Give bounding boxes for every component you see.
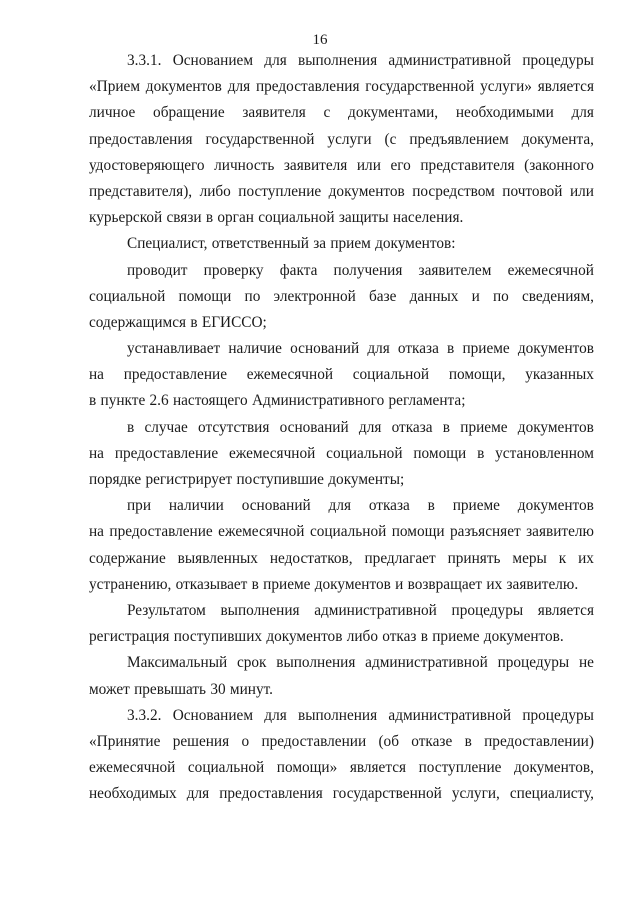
word: в [127,418,135,436]
word: принять [447,549,501,567]
word: выполнения [220,601,300,619]
word: документы; [328,471,405,488]
paragraph [89,48,594,231]
word: о [241,732,250,750]
word: ежемесячной [507,261,594,279]
word: с [323,104,331,122]
word: документов. [483,628,564,646]
word: пункте [100,392,146,410]
word: для [186,785,210,803]
word: отказа [391,418,433,436]
word: либо [199,182,231,200]
text-line [89,677,594,703]
word: в [464,732,472,750]
word: в [420,628,428,646]
word: или [569,182,594,200]
word: для [358,418,382,436]
word: обращение [153,104,225,122]
word: приеме [452,497,500,515]
word: услуги, [451,785,500,803]
word: их [578,549,594,567]
paragraph [89,258,594,337]
document-body [89,48,594,807]
word: административной [388,52,512,69]
text-line [89,284,594,310]
word: предоставление [123,366,227,384]
word: для [571,104,594,122]
word: документов [145,78,222,96]
word: оснований [241,497,311,515]
word: при [127,497,152,515]
word: выполнения [276,654,356,672]
text-line [89,598,594,624]
word: возвращает [407,575,483,593]
word: минут. [229,680,273,698]
word: приеме [460,418,508,436]
word: процедуры [522,52,594,69]
word: для [328,497,351,515]
text-line [89,519,594,545]
word: ежемесячной [246,366,334,384]
word: социальной [309,523,387,541]
word: поступление [418,759,502,777]
word: получения [333,261,403,279]
word: заявителю [526,523,594,541]
word: 3.3.1. [127,52,162,69]
word: личность [214,156,275,174]
word: устанавливает [127,340,221,358]
word: процедуры [522,706,594,724]
word: курьерской [89,209,163,227]
word: поступление [238,182,322,200]
word: административной [365,654,488,672]
word: орган [217,209,254,227]
word: социальной [258,209,335,227]
word: поступившие [236,471,324,488]
word: отказывает [175,575,248,593]
text-line [89,755,594,781]
word: помощи [178,287,232,305]
word: процедуры [451,601,524,619]
word: документов, [514,759,594,777]
word: необходимыми [455,104,554,122]
word: предоставления [89,130,193,148]
word: специалисту, [509,785,594,803]
text-line [89,153,594,179]
text-line [89,74,594,100]
word: документов [266,628,343,646]
text-line [89,729,594,755]
word: срок [236,654,267,672]
text-line [89,650,594,676]
word: в [477,444,485,462]
text-line [89,258,594,284]
word: в [89,392,97,410]
word: предоставления [219,785,323,803]
word: государственной [205,130,315,148]
word: выполнения [298,706,378,724]
word: решения [172,732,230,750]
paragraph [89,336,594,415]
word: в [205,209,214,227]
word: предоставление [114,444,219,462]
word: ежемесячной [218,523,305,541]
word: документов [328,182,405,200]
word: на [89,523,104,541]
text-line [89,415,594,441]
word: в [447,340,455,358]
text-line [89,546,594,572]
text-line [89,572,594,598]
text-line [89,388,594,414]
word: недостатков, [269,549,353,567]
text-line [89,336,594,362]
word: проводит [127,261,188,279]
text-line [89,493,594,519]
paragraph [89,650,594,702]
word: оснований [279,418,349,436]
word: в [427,497,435,515]
text-line [89,310,594,336]
word: на [89,366,104,384]
word: выявленных [177,549,258,567]
word: представителя [420,156,515,174]
paragraph [89,598,594,650]
word: социальной [352,366,430,384]
word: в [442,418,451,436]
word: населения. [392,209,464,227]
text-line [89,205,594,231]
text-line [89,362,594,388]
word: факта [279,261,318,279]
word: регистрация [89,628,170,646]
word: регистрирует [145,471,233,488]
word: помощи [391,523,445,541]
word: Основанием [172,52,254,69]
word: заявителя [242,104,306,122]
word: социальной [187,759,265,777]
word: необходимых [89,785,177,803]
word: оснований [290,340,360,358]
word: по [492,287,509,305]
word: за [313,235,327,253]
word: документов [314,575,391,593]
word: документов [517,497,594,515]
word: отказе [411,732,453,750]
word: для [264,706,287,724]
word: предлагает [364,549,436,567]
text-line [89,48,594,74]
word: защиты [338,209,389,227]
word: Максимальный [127,654,228,672]
word: является [537,601,594,619]
word: заявителем [418,261,492,279]
word: или [356,156,381,174]
word: для [227,78,251,96]
word: выполнения [298,52,378,69]
word: связи [166,209,202,227]
text-line [89,441,594,467]
word: (законного [524,156,594,174]
word: (с [384,130,397,148]
word: регламента; [388,392,466,410]
word: на [89,444,104,462]
paragraph [89,415,594,494]
word: меры [512,549,547,567]
word: отказа [397,340,439,358]
word: порядке [89,471,142,488]
word: документов [517,418,594,436]
word: почтовой [502,182,563,200]
text-line [89,624,594,650]
text-line [89,100,594,126]
word: социальной [89,287,166,305]
word: (об [378,732,399,750]
word: 2.6 [149,392,169,410]
word: помощи [413,444,467,462]
word: 30 [210,680,226,698]
word: Результатом [127,601,206,619]
word: ЕГИССО; [201,313,267,331]
word: отказ [382,628,417,646]
word: прием [330,235,371,253]
word: отказа [368,497,410,515]
word: услуги» [480,78,532,96]
word: данных [409,287,459,305]
word: по [244,287,261,305]
word: указанных [525,366,594,384]
paragraph [89,493,594,598]
word: Административного [251,392,385,410]
paragraph [89,703,594,808]
word: не [578,654,594,672]
word: сведениям, [521,287,594,305]
word: документа, [521,130,594,148]
text-line [89,179,594,205]
word: ответственный [211,235,309,253]
word: его [390,156,411,174]
word: наличие [228,340,282,358]
text-line [89,467,594,493]
word: электронной [273,287,356,305]
word: посредством [412,182,495,200]
text-line [89,231,594,257]
word: в [190,313,198,331]
word: для [367,340,390,358]
word: 3.3.2. [127,706,162,724]
word: наличии [168,497,224,515]
word: процедуры [497,654,570,672]
word: заявителя [283,156,348,174]
word: социальной [326,444,403,462]
paragraph [89,231,594,257]
word: превышать [134,680,207,698]
word: приеме [432,628,480,646]
word: услуги [327,130,372,148]
word: случае [144,418,188,436]
word: «Принятие [89,732,161,750]
word: Специалист, [127,235,208,253]
word: проверку [203,261,264,279]
word: ежемесячной [89,759,176,777]
word: содержание [89,549,166,567]
word: устранению, [89,575,172,593]
word: ежемесячной [228,444,316,462]
word: содержащимся [89,313,187,331]
word: является [349,759,407,777]
word: помощи, [448,366,506,384]
word: к [558,549,567,567]
word: является [537,78,594,96]
word: документов [517,340,594,358]
word: и [395,575,404,593]
word: предъявлением [409,130,509,148]
text-line [89,781,594,807]
word: базе [369,287,397,305]
word: Основанием [172,706,254,724]
word: административной [388,706,512,724]
page-number: 16 [312,32,328,48]
word: приеме [462,340,510,358]
word: предоставление [109,523,213,541]
word: предоставлении) [484,732,594,750]
word: в [251,575,259,593]
word: и [471,287,480,305]
word: для [264,52,287,69]
word: государственной [365,78,475,96]
word: может [89,680,130,698]
word: помощи» [276,759,338,777]
word: документами, [348,104,439,122]
word: поступивших [173,628,263,646]
word: «Прием [89,78,140,96]
text-line [89,127,594,153]
word: предоставлении [261,732,367,750]
word: либо [346,628,378,646]
word: заявителю. [506,575,579,593]
word: административной [314,601,437,619]
word: документов: [375,235,456,253]
text-line [89,703,594,729]
word: установленном [495,444,594,462]
word: личное [89,104,136,122]
word: отсутствия [198,418,270,436]
word: приеме [263,575,311,593]
word: разъясняет [450,523,521,541]
word: предоставления [255,78,360,96]
word: удостоверяющего [89,156,205,174]
word: их [486,575,503,593]
word: настоящего [172,392,248,410]
word: государственной [332,785,442,803]
word: представителя), [89,182,193,200]
